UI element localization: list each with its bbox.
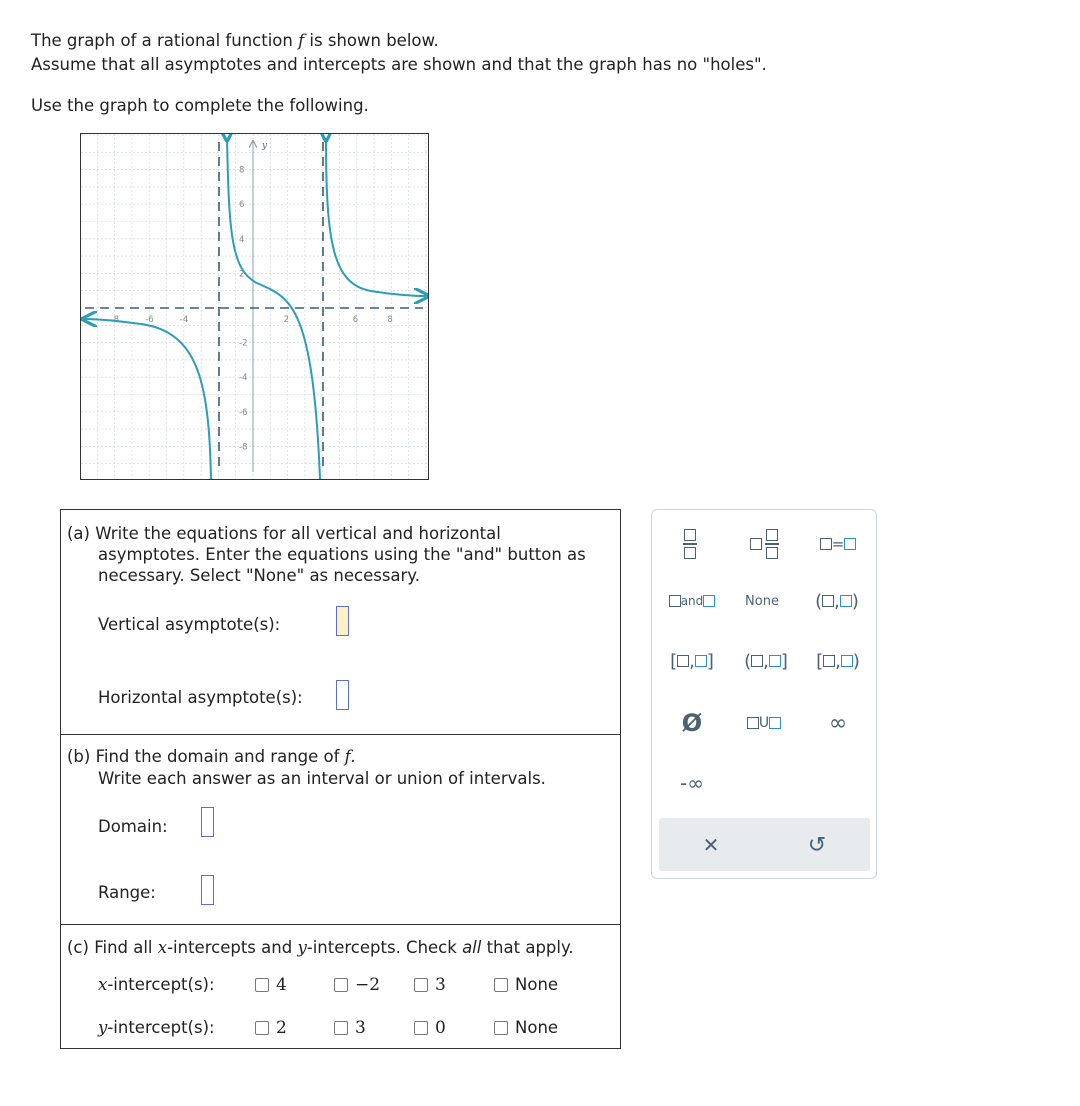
none-key[interactable]: None xyxy=(745,593,779,609)
tick-labels xyxy=(111,166,393,453)
intro-text: The graph of a rational function xyxy=(31,31,299,50)
range-label: Range: xyxy=(98,883,156,902)
option-label: 0 xyxy=(435,1018,446,1038)
empty-set-key[interactable]: Ø xyxy=(681,709,703,737)
x-tick-label: -8 xyxy=(110,315,120,325)
x-intercept-label: -intercept(s): xyxy=(107,975,215,994)
y-intercept-option-3[interactable] xyxy=(414,1018,446,1038)
infinity-key[interactable]: ∞ xyxy=(828,710,848,736)
x-intercept-var: x xyxy=(98,975,108,994)
y-tick-label: 8 xyxy=(239,165,245,176)
part-a-line-2: asymptotes. Enter the equations using the "and" button as xyxy=(98,545,586,564)
option-label: 3 xyxy=(435,975,446,995)
x-intercept-row xyxy=(98,975,215,994)
equals-symbol: = xyxy=(831,535,845,553)
part-c-title-a: (c) Find all xyxy=(67,938,158,957)
checkbox[interactable] xyxy=(255,978,269,992)
part-b-title-text: (b) Find the domain and range of xyxy=(67,747,345,766)
y-tick-label: -2 xyxy=(239,338,248,349)
undo-icon[interactable]: ↺ xyxy=(807,832,827,858)
y-tick-label: 4 xyxy=(239,234,245,245)
part-b-function: f. xyxy=(344,747,356,766)
y-tick-label: 6 xyxy=(239,200,245,211)
option-label: −2 xyxy=(355,975,381,995)
grid-lines xyxy=(81,134,428,479)
checkbox[interactable] xyxy=(255,1021,269,1035)
x-tick-label: -4 xyxy=(179,315,189,325)
horizontal-asymptote-label: Horizontal asymptote(s): xyxy=(98,688,303,707)
checkbox[interactable] xyxy=(414,978,428,992)
option-label: None xyxy=(515,975,559,994)
y-tick-label: -4 xyxy=(239,373,248,384)
y-intercept-row xyxy=(98,1018,215,1037)
option-label: 3 xyxy=(355,1018,366,1038)
checkbox[interactable] xyxy=(334,978,348,992)
part-c-all-word: all xyxy=(462,938,482,957)
function-name: f xyxy=(298,31,305,50)
y-intercept-var: y xyxy=(98,1018,108,1037)
part-c-panel xyxy=(60,924,621,1049)
y-tick-label: 2 xyxy=(239,269,245,280)
fraction-key[interactable] xyxy=(670,524,710,564)
range-input[interactable] xyxy=(201,875,214,905)
option-label: 4 xyxy=(276,975,287,995)
domain-label: Domain: xyxy=(98,817,168,836)
part-c-x-var: x xyxy=(157,938,168,957)
x-intercept-option-none[interactable] xyxy=(494,975,558,994)
equals-key[interactable] xyxy=(812,524,864,564)
x-intercept-option-1[interactable] xyxy=(255,975,287,995)
y-intercept-label: -intercept(s): xyxy=(107,1018,215,1037)
y-intercept-option-2[interactable] xyxy=(334,1018,366,1038)
open-interval-key[interactable]: ( , ) xyxy=(815,590,859,612)
part-a-title: (a) Write the equations for all vertical and horizontal xyxy=(67,524,501,543)
x-intercept-option-2[interactable] xyxy=(334,975,380,995)
checkbox[interactable] xyxy=(494,978,508,992)
graph-svg xyxy=(81,134,428,479)
vertical-asymptote-input[interactable] xyxy=(336,606,349,636)
x-tick-label: 2 xyxy=(283,315,290,325)
clear-icon[interactable]: ✕ xyxy=(702,833,720,857)
x-tick-label: -6 xyxy=(145,315,154,325)
y-intercept-option-1[interactable] xyxy=(255,1018,287,1038)
math-keypad xyxy=(651,509,877,879)
y-tick-label: -8 xyxy=(239,442,248,453)
intro-line-1 xyxy=(31,29,439,53)
x-tick-label: 8 xyxy=(387,315,393,325)
curve-right-branch xyxy=(326,138,426,296)
intro-text-end: is shown below. xyxy=(304,31,439,50)
intro-line-3: Use the graph to complete the following. xyxy=(31,96,369,115)
left-open-interval-key[interactable]: ( , ] xyxy=(744,650,788,672)
part-c-y-var: y xyxy=(297,938,307,957)
option-label: 2 xyxy=(276,1018,287,1038)
horizontal-asymptote-input[interactable] xyxy=(336,680,349,710)
y-intercept-option-none[interactable] xyxy=(494,1018,558,1037)
intro-line-2: Assume that all asymptotes and intercepts are shown and that the graph has no "holes". xyxy=(31,55,767,74)
function-graph xyxy=(80,133,429,480)
checkbox[interactable] xyxy=(334,1021,348,1035)
union-symbol: U xyxy=(758,715,770,731)
part-a-line-3: necessary. Select "None" as necessary. xyxy=(98,566,420,585)
y-tick-label: -6 xyxy=(239,407,248,418)
part-b-panel xyxy=(60,734,621,926)
and-label: and xyxy=(680,594,704,608)
closed-interval-key[interactable]: [ , ] xyxy=(670,650,714,672)
domain-input[interactable] xyxy=(201,807,214,837)
part-b-line-2: Write each answer as an interval or union of intervals. xyxy=(98,769,546,788)
part-a-panel xyxy=(60,509,621,736)
part-b-title xyxy=(67,746,355,767)
checkbox[interactable] xyxy=(494,1021,508,1035)
union-key[interactable] xyxy=(738,706,790,740)
part-c-title-d: that apply. xyxy=(481,938,574,957)
part-c-title-b: -intercepts and xyxy=(167,938,298,957)
checkbox[interactable] xyxy=(414,1021,428,1035)
part-c-title-c: -intercepts. Check xyxy=(306,938,463,957)
part-c-title xyxy=(67,937,574,958)
x-tick-label: 6 xyxy=(352,315,359,325)
and-key[interactable] xyxy=(664,586,720,616)
option-label: None xyxy=(515,1018,559,1037)
negative-infinity-key[interactable]: -∞ xyxy=(680,771,704,795)
vertical-asymptote-label: Vertical asymptote(s): xyxy=(98,615,281,634)
x-intercept-option-3[interactable] xyxy=(414,975,446,995)
mixed-number-key[interactable] xyxy=(740,524,788,564)
right-open-interval-key[interactable]: [ , ) xyxy=(816,650,860,672)
y-axis-label: y xyxy=(262,141,268,151)
curve-left-branch xyxy=(85,319,211,479)
